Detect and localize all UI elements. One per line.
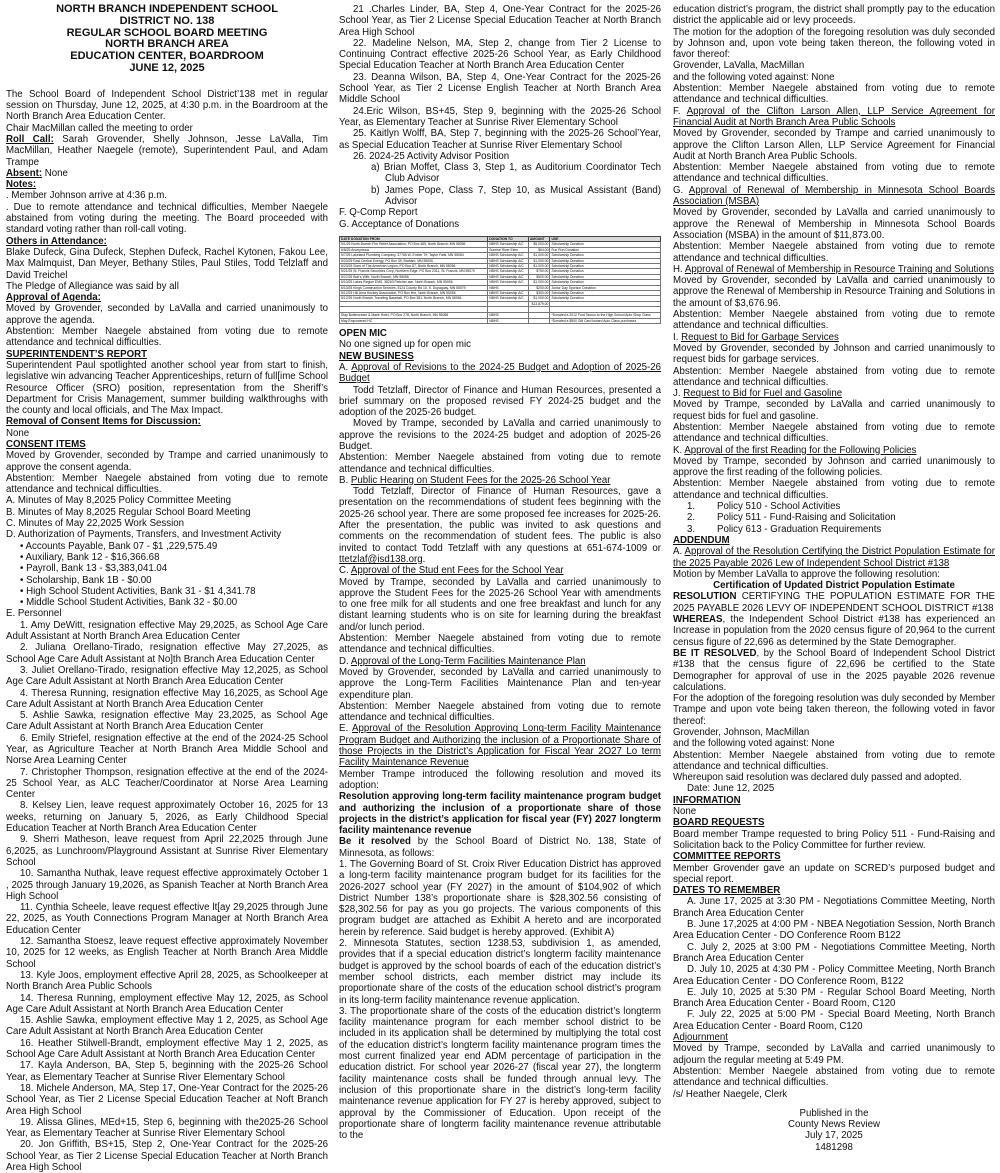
f-prefix: F. <box>673 105 687 117</box>
table-cell: NBHS Scholarship A/C <box>488 269 529 274</box>
table-cell: NBHS Scholarship A/C <box>488 291 529 296</box>
i-motion: Moved by Grovender, seconded by Johnson and carried unanimously to request bids for garbage services. <box>673 342 995 366</box>
g-prefix: G. <box>673 184 689 196</box>
i-title: Request to Bid for Garbage Services <box>681 331 839 343</box>
table-cell: $1,000.00 <box>528 280 550 285</box>
addendum-a-title: Approval of the Resolution Certifying the District Population Estimate for the 2025 Payable 2026 Lew of Independent School District #138 <box>673 546 995 569</box>
column-3 <box>673 4 995 1153</box>
table-cell: 5/8/25 Anonymous <box>340 247 488 252</box>
open-mic-label: OPEN MIC <box>339 328 387 340</box>
col-header: DATE DONATION FROM <box>340 236 488 241</box>
nb-c-heading <box>339 565 661 576</box>
payment-item: • High School Student Activities, Bank 31 - $1 4,341.78 <box>20 585 256 597</box>
roll-call-text: Sarah Grovender, Shelly Johnson, Jesse LaValla, Tim MacMillan, Heather Naegele (remote), Superintendent Paul, and Adam Trampe <box>6 133 328 168</box>
nb-a-abstain: Abstention: Member Naegele abstained from voting due to remote attendance and technical difficulties. <box>339 452 661 475</box>
agenda-abstain: Abstention: Member Naegele abstained from voting due to remote attendance and technical difficulties. <box>6 326 328 349</box>
header-line-2: DISTRICT NO. 138 <box>119 14 215 27</box>
date-item: C. July 2, 2025 at 3:00 PM - Negotiations Committee Meeting, North Branch Area Education Center <box>673 941 995 964</box>
j-title: Request to Bid for Fuel and Gasoline <box>683 388 843 400</box>
policy-number: 1. <box>687 501 696 513</box>
table-cell: 5/20/25 Sons of The American Legion, PO Box 87, North Branch, MN 55056 <box>340 263 488 268</box>
notes-label: Notes: <box>6 179 37 191</box>
table-cell: Scholarship Donation <box>550 291 661 296</box>
nb-b-text <box>339 486 661 565</box>
open-mic-text: No one signed up for open mic <box>339 339 471 351</box>
personnel-item: 17. Kayla Anderson, BA, Step 5, beginning with the 2025-26 School Year, as Elementary Teacher at Sunrise River Elementary School <box>6 1060 328 1083</box>
date-item: A. June 17, 2025 at 3:30 PM - Negotiations Committee Meeting, North Branch Area Education Center <box>673 896 995 919</box>
be-it-resolved-label: Be it resolved <box>339 836 411 848</box>
absent-text: None <box>42 167 68 179</box>
date-item: B. June 17,2025 at 4:00 PM - NBEA Negotiation Session, North Branch Area Education Center - DO Conference Room B122 <box>673 919 995 942</box>
table-cell: Sunrise River Elem <box>488 247 529 252</box>
personnel-item: 25. Kaitlyn Wolff, BA, Step 7, beginning with the 2025-26 School’Year, as Special Education Teacher at Sunrise River Elementary School <box>339 128 661 151</box>
table-cell: *Donated a 2012 Ford Taurus to the High School Auto Shop Class <box>550 313 661 318</box>
table-cell: $13,879.00 <box>528 301 550 306</box>
table-cell: $300.00 <box>528 291 550 296</box>
header-line-3: REGULAR SCHOOL BOARD MEETING <box>66 26 268 39</box>
table-cell: NBHS <box>488 318 529 323</box>
personnel-item: 26. 2024-25 Activity Advisor Position <box>353 150 510 162</box>
policy-item <box>673 501 995 512</box>
table-cell: Fun Run Donation <box>550 247 661 252</box>
personnel-item: 24.Eric Wilson, BS+45, Step 9, beginning with the 2025-26 School Year, as Elementary Teacher at Sunrise River Elementary School <box>339 105 661 128</box>
consent-motion: Moved by Grovender, seconded by Trampe and carried unanimously to approve the consent agenda. <box>6 450 328 473</box>
k-prefix: K. <box>673 444 685 456</box>
addendum-a-prefix: A. <box>673 546 685 558</box>
addendum-whereupon: Whereupon said resolution was declared duly passed and adopted. <box>673 772 962 784</box>
agenda-label: Approval of Agenda: <box>6 292 101 304</box>
personnel-item: 9. Sherri Matheson, leave request from April 22,2025 through June 6,2025, as Lunchroom/Playground Assistant at Sunrise River Elementary School <box>6 834 328 868</box>
personnel-item: 12. Samantha Stoesz, leave request effective approximately November 10, 2025 for 12 weeks, as English Teacher at North Branch Area Middle School <box>6 936 328 970</box>
publication-name: County News Review <box>787 1119 881 1131</box>
personnel-item: 15. Ashlie Sawka, employment effective May 1 2, 2025, as School Age Care Adult Assistant at North Branch Area Education Center <box>6 1015 328 1038</box>
consent-label: CONSENT ITEMS <box>6 438 86 450</box>
table-cell <box>528 318 550 323</box>
table-cell: 5/7/25 Lakeland Plumbing Company, 37766 W. Ember Trl, Taylor Falls, MN 55084 <box>340 253 488 258</box>
intro-paragraph: The School Board of Independent School District’138 met in regular session on Thursday, June 12, 2025, at 4:30 p.m. in the Boardroom at the North Branch Area Education Center. <box>6 88 328 123</box>
personnel-item: 8. Kelsey Lien, leave request approximately October 16, 2025 for 13 weeks, returning on January 5, 2026, as Early Childhood Special Education Teacher at North Branch Area Education Center <box>6 800 328 835</box>
j-prefix: J. <box>673 388 684 400</box>
removal-label: Removal of Consent Items for Discussion: <box>6 416 201 428</box>
date-item: F. July 22, 2025 at 5:00 PM - Special Board Meeting, North Branch Area Education Center - Board Room, C120 <box>673 1009 995 1032</box>
j-motion: Moved by Trampe, seconded by LaValla and carried unanimously to request bids for fuel and gasoline. <box>673 399 995 422</box>
table-cell: NBHS <box>488 285 529 290</box>
addendum-against: and the following voted against: None <box>673 738 835 750</box>
be-it-resolved-text: by the School Board of District No. 138, State of Minnesota, as follows: <box>339 836 661 859</box>
nb-a-title: Approval of Revisions to the 2024-25 Budget and Adoption of 2025-26 Budget <box>339 361 661 385</box>
payment-item: • Accounts Payable, Bank 07 - $1 ,229,575.49 <box>20 540 218 552</box>
nb-c-motion: Moved by Trampe, seconded by LaValla and carried unanimously to approve the Student Fees for the 2025-26 School Year with amendments to one free milk for all students and one free breakfast and lunch for any distant learning students who is on site for learning during the breakfast and/or lunch period. <box>339 576 661 633</box>
personnel-item: 13. Kyle Joos, employment effective April 28, 2025, as Schoolkeeper at North Branch Area Public Schools <box>6 969 328 993</box>
chair-line: Chair MacMillan called the meeting to order <box>6 122 193 134</box>
h-abstain: Abstention: Member Naegele abstained from voting due to remote attendance and technical difficulties. <box>673 309 995 332</box>
table-note-row <box>340 318 661 323</box>
header-line-4: NORTH BRANCH AREA <box>105 38 229 51</box>
personnel-item: 4. Theresa Running, resignation effective May 16,2025, as School Age Care Adult Assistant at North Branch Area Education Center <box>6 687 328 710</box>
advisor-item: b) James Pope, Class 7, Step 10, as Musical Assistant (Band) Advisor <box>371 184 661 208</box>
resolved-label: BE IT RESOLVED <box>673 647 757 659</box>
personnel-item: 2. Juliana Orellano-Tirado, resignation effective May 27,2025, as School Age Care Adult Assistant at No]th Branch Area Education Center <box>6 642 328 665</box>
col-header: USE <box>550 236 661 241</box>
personnel-item: 19. Alissa Glines, MEd+15, Step 6, beginning with the2025-26 School Year, as Elementary Teacher at Sunrise River Elementary School <box>6 1116 328 1140</box>
g-title: Approval of Renewal of Membership in Minnesota School Boards Association (MSBA) <box>673 184 995 208</box>
table-cell: $750.00 <box>528 269 550 274</box>
nb-c-title: Approval of the Stud ent Fees for the School Year <box>350 565 564 577</box>
adjournment-label: Adjournment <box>673 1032 728 1044</box>
table-cell: $1,000.00 <box>528 258 550 263</box>
nb-d-title: Approval of the Long-Term Facilities Maintenance Plan <box>350 655 586 667</box>
nb-b-heading <box>339 475 661 486</box>
table-cell: 5/20/25 East Central Energy, PO Box 39, Braham, MN 55006 <box>340 258 488 263</box>
g-abstain: Abstention: Member Naegele abstained from voting due to remote attendance and technical difficulties. <box>673 241 995 264</box>
table-cell: $5,000.00 <box>528 242 550 247</box>
k-heading <box>673 445 995 456</box>
publication-date: July 17, 2025 <box>805 1130 863 1142</box>
others-label: Others in Attendance: <box>6 235 107 247</box>
personnel-item: 7. Christopher Thompson, resignation effective at the end of the 2024-25 School Year, as ALC Teacher/Coordinator at Norse Area Learning Center <box>6 766 328 801</box>
payment-item: • Auxiliary, Bank 12 - $16,366.68 <box>20 551 160 563</box>
acceptance-of-donations: G. Acceptance of Donations <box>339 218 460 230</box>
i-heading <box>673 332 995 343</box>
table-cell: Scholarship Donation <box>550 263 661 268</box>
nb-e-resolution-title: Resolution approving long-term facility maintenance program budget and authorizing the inclusion of a proportionate share of those projects in the district’s application for fiscal year (FY) 2027 longterm facility maintenance revenue <box>339 791 661 837</box>
col-header: DONATION TO <box>488 236 529 241</box>
f-motion: Moved by Grovender, seconded by Trampe and carried unanimously to approve the Clifton Larson Allen, LLP Service Agreement for Financial Audit at North Branch Area Public Schools. <box>673 128 995 162</box>
information-text: None <box>673 806 697 818</box>
addendum-abstain: Abstention: Member Naegele abstained from voting due to remote attendance and technical difficulties. <box>673 749 995 772</box>
table-cell: $200.00 <box>528 285 550 290</box>
table-cell: $1,000.00 <box>528 253 550 258</box>
adjournment-motion: Moved by Trampe, seconded by LaValla and carried unanimously to adjourn the regular meeting at 5:49 PM. <box>673 1043 995 1066</box>
note-2: . Due to remote attendance and technical difficulties, Member Naegele abstained from voting during the meeting. The Board proceeded with standard voting rather than roll-call voting. <box>6 201 328 236</box>
resolution-body: CERTIFYING THE POPULATION ESTIMATE FOR THE 2025 PAYABLE 2026 LEVY OF INDEPENDENT SCHOOL DISTRICT #138 <box>673 591 995 614</box>
consent-b: B. Minutes of May 8,2025 Regular School Board Meeting <box>6 506 251 518</box>
e-abstain: Abstention: Member Naegele abstained from voting due to remote attendance and technical difficulties. <box>673 83 995 106</box>
table-cell: 6/10/25 Kings Construction Services, 5124 County Rd 10, S. Dupaguay, MN 55079 <box>340 285 488 290</box>
table-cell: Scholarship Donation <box>550 296 661 301</box>
absent <box>6 168 328 179</box>
whereas-label: WHEREAS <box>673 614 723 626</box>
resolution-label: RESOLUTION <box>673 591 737 603</box>
payment-item: • Middle School Student Activities, Bank 32 - $0.00 <box>20 597 238 609</box>
contact-email-link[interactable]: ttetzlaf@isd138.org <box>339 553 423 565</box>
nb-e-resolved <box>339 836 661 859</box>
whereas-text <box>673 614 995 648</box>
policy-title: Policy 511 - Fund-Raising and Solicitation <box>717 512 896 524</box>
nb-d-heading <box>339 656 661 667</box>
table-cell: Stay Buttercream & Marie Hotel, PO Box 278, North Branch, MN 55056 <box>340 313 488 318</box>
table-cell: Scholarship Donation <box>550 242 661 247</box>
col-header: AMOUNT <box>528 236 550 241</box>
policy-item <box>673 512 995 523</box>
nb-a-text: Todd Tetzlaff, Director of Finance and Human Resources, presented a brief summary on the proposed revised FY 2024-25 budget and the adoption of the 2025-26 budget. <box>339 384 661 419</box>
table-cell: NBHS Scholarship A/C <box>488 280 529 285</box>
advisor-item: a) Brian Moffet, Class 3, Step 1, as Auditorium Coordinator Tech Club Advisor <box>371 162 661 185</box>
policy-number: 3. <box>687 523 696 535</box>
nb-b-end: . <box>422 553 426 565</box>
personnel-item: 16. Heather Stilwell-Brandt, employment effective May 1 2, 2025, as School Age Care Adult Assistant at North Branch Area Education Center <box>6 1037 328 1061</box>
dates-label: DATES TO REMEMBER <box>673 885 781 897</box>
table-cell: Scholarship Donation <box>550 269 661 274</box>
nb-e-title: Approval of the Resolution Approving Long-term Facility Maintenance Program Budget and Authorizing the inclusion of a Proportionate Share of those Projects in the District’s Application for Fiscal Year 2O27 Lo term Facility Maintenance Revenue <box>339 723 662 769</box>
consent-e: E. Personnel <box>6 608 62 620</box>
donations-body <box>340 242 661 324</box>
consent-a: A. Minutes of May 8,2025 Policy Committee Meeting <box>6 495 232 507</box>
h-title: Approval of Renewal of Membership in Resource Training and Solutions <box>684 263 994 275</box>
personnel-item: 20. Jon Griffith, BS+15, Step 2, One-Year Contract for the 2025-26 School Year, as Tier 2 License Special Education Teacher at North Branch Area High School <box>6 1139 328 1173</box>
table-cell: May Empowered HC <box>340 318 488 323</box>
k-abstain: Abstention: Member Naegele abstained from voting due to remote attendance and technical difficulties. <box>673 478 995 501</box>
table-cell: $64.00 <box>528 247 550 252</box>
personnel-item: 6. Emily Striefel, resignation effective at the end of the 2024-25 School Year, as Agriculture Teacher at North Branch Area Middle School and Norse Area Learning Center <box>6 732 328 767</box>
committee-reports-text: Member Grovender gave an update on SCRED’s purposed budget and special report. <box>673 862 995 885</box>
resolution-text <box>673 591 995 614</box>
table-cell: NBHS Scholarship A/C <box>488 296 529 301</box>
whereas-body: , the Independent School District #138 has experienced an Increase in population from the 2020 census figure of 20,964 to the current census figure of 22,696 as determined by the State Demographer. <box>673 614 995 648</box>
policy-item <box>673 524 995 535</box>
f-heading <box>673 106 995 129</box>
date-item: D. July 10, 2025 at 4:30 PM - Policy Committee Meeting, North Branch Area Education Center - DO Conference Room, B122 <box>673 964 995 987</box>
table-cell: NBHS Scholarship A/C <box>488 253 529 258</box>
table-cell: NBHS Scholarship A/C <box>488 274 529 279</box>
header-line-6: JUNE 12, 2025 <box>129 61 205 74</box>
e-motion: The motion for the adoption of the foregoing resolution was duly seconded by Johnson and, upon vote being taken thereon, the following voted in favor thereof: <box>673 26 995 61</box>
j-abstain: Abstention: Member Naegele abstained from voting due to remote attendance and technical difficulties. <box>673 421 995 445</box>
supt-text: Superintendent Paul spotlighted another school year from start to finish, legislative win advancing Teacher Apprenticeships, return of full[ime School Resource Officer (SRO) position, representation from the Sheriff’s Department for Crisis Management, summer building walkthroughs with the county and local officials, and The Max Impact. <box>6 359 328 417</box>
personnel-item: 22. Madeline Nelson, MA, Step 2, change from Tier 2 License to Continuing Contract effective 2025-26 School Year, as Early Childhood Special Education Teacher at North Branch Area Education Center <box>339 37 661 72</box>
table-cell: NBHS Scholarship A/C <box>488 263 529 268</box>
removal-text: None <box>6 427 30 439</box>
h-prefix: H. <box>673 263 685 275</box>
nb-e-point-2: 2. Minnesota Statutes, section 1238.53, subdivision 1, as amended, provides that if a special education district’s longterm facility maintenance budget is approved by the school boards of each of the education district’s member school districts, each member district may include its proportionate share of the costs of the education school district’s program in its long-term facility maintenance revenue application. <box>339 938 661 1006</box>
adjournment-abstain: Abstention: Member Naegele abstained from voting due to remote attendance and technical difficulties. <box>673 1065 995 1089</box>
e-against: and the following voted against: None <box>673 71 835 83</box>
publication-id: 1481298 <box>815 1141 853 1153</box>
nb-c-abstain: Abstention: Member Naegele abstained from voting due to remote attendance and technical difficulties. <box>339 633 661 656</box>
resolved-text <box>673 648 995 693</box>
q-comp-report: F. Q-Comp Report <box>339 207 418 219</box>
nb-e-point-1: 1. The Governing Board of St. Croix River Education District has approved a long-term facility maintenance program budget for its facilities for the 2026-2027 school year (FY 2027) in the amount of $104,902 of which District Number 138’s proportionate share is $28,302.56 consisting of $28,302.56 for pay as you go projects. The various components of this program budget are attached as Exhibit A hereto and are incorporated herein by reference. Said budget is hereby approved. (Exhibit A) <box>339 858 661 938</box>
personnel-item: 5. Ashlie Sawka, resignation effective May 23,2025, as School Age Care Adult Assistant at North Branch Area Education Center <box>6 710 328 733</box>
policy-number: 2. <box>687 512 696 524</box>
publication-info <box>673 1108 995 1153</box>
clerk-signature: /s/ Heather Naegele, Clerk <box>673 1088 788 1100</box>
table-cell: 5/12/25 Hill Area Hockey Association, PO Box Hrn, North Branch, MN 55056 <box>340 291 488 296</box>
personnel-item: 18. Michele Anderson, MA, Step 17, One-Year Contract for the 2025-26 School Year, as Tier 2 License Special Education Teacher at Noft Branch Area High School <box>6 1082 328 1117</box>
col3-continuation: education district’s program, the district shall promptly pay to the education district the applicable aid or levy proceeds. <box>673 4 995 27</box>
nb-e-point-3: 3. The proportionate share of the costs of the education district’s longterm facility maintenance program for each member school district to be included in its application shall be determined by multiplying the total cost of the education district’s longterm facility maintenance program times the most current finalized year end ADM percentage of participation in the education district. For school year 2026-27 (fiscal year 27), the longterm facility maintenance costs shall be funded through annual levy. The inclusion of this proportionate share in the district’s long-term facility maintenance revenue application for FY 27 is hereby approved, subject to approval by the Commissioner of Education. Upon receipt of the proportionate share of longterm facility maintenance revenue attributable to the <box>339 1005 661 1142</box>
table-cell: NBHS <box>488 313 529 318</box>
table-cell: 5/12/25 North Branch Traveling Baseball, PO Box 381, North Branch, MN 55056 <box>340 296 488 301</box>
agenda-motion: Moved by Grovender, seconded by LaValla and carried unanimously to approve the agenda. <box>6 303 328 326</box>
addendum-a-heading <box>673 546 995 569</box>
payment-item: • Payroll, Bank 13 - $3,383,041.04 <box>20 563 168 575</box>
notice-header <box>6 4 328 75</box>
addendum-adopt: For the adoption of the foregoing resolution was duly seconded by Member Trampe and upon vote being taken thereon, the following voted in favor thereof: <box>673 693 995 727</box>
h-motion: Moved by Grovender, seconded by LaValla and carried unanimously to approve the Renewal of Membership in Resource Training and Solutions in the amount of $3,676.96. <box>673 275 995 309</box>
date-item: E. July 10, 2025 at 5:30 PM - Regular School Board Meeting, North Branch Area Education Center - Board Room, C120 <box>673 986 995 1010</box>
table-cell: $500.00 <box>528 274 550 279</box>
addendum-label: ADDENDUM <box>673 534 730 546</box>
table-cell: $1,000.00 <box>528 296 550 301</box>
information-label: INFORMATION <box>673 794 741 806</box>
nb-a-heading <box>339 362 661 385</box>
f-title: Approval of the Clifton Larson Allen, LLP Service Agreement for Financial Audit at North Branch Area Public Schools <box>673 105 995 128</box>
f-abstain: Abstention: Member Naegele abstained from voting due to remote attendance and technical difficulties. <box>673 162 995 185</box>
nb-e-heading <box>339 723 661 768</box>
nb-d-prefix: D. <box>339 655 351 667</box>
consent-c: C. Minutes of May 22,2025 Work Session <box>6 518 185 530</box>
table-cell: 5/21/25 St. Francis Securities Corp, Northern Edge, PO Box 2311, St. Francis, MN 55070 <box>340 269 488 274</box>
table-cell: Junior Day Sponsor Donation <box>550 285 661 290</box>
column-1 <box>6 4 328 1173</box>
e-favor: Grovender, LaValla, MacMillan <box>673 60 805 72</box>
absent-label: Absent: <box>6 167 43 179</box>
table-cell: 6/10/25 Lakes Region EMS, 38263 Fletcher ave, North Branch, MN 55056 <box>340 280 488 285</box>
header-line-5: EDUCATION CENTER, BOARDROOM <box>70 50 264 63</box>
g-heading <box>673 185 995 208</box>
personnel-item: 3. Juliet Orellano-Tirado, resignation effective May 12,2025, as School Age Care Adult Assistant at North Branch Area Education Center <box>6 664 328 688</box>
published-in: Published in the <box>799 1107 869 1119</box>
nb-b-title: Public Hearing on Student Fees for the 2025-26 School Year <box>350 474 611 486</box>
committee-reports-label: COMMITTEE REPORTS <box>673 851 781 863</box>
table-cell: Scholarship Donation <box>550 280 661 285</box>
certification-title: Certification of Updated District Population Estimate <box>713 580 955 592</box>
g-motion: Moved by Grovender, seconded by LaValla and carried unanimously to approve the Renewal of Membership in Minnesota School Boards Association (MSBA) in the amount of $11,873.00. <box>673 207 995 241</box>
payment-item: • Scholarship, Bank 1B - $0.00 <box>20 574 152 586</box>
nb-b-body: Todd Tetzlaff, Director of Finance of Human Resources, gave a presentation on the recommendations of student fees beginning with the 2025-26 school year. There are some proposed fee increases for 2025-26. After the presentation, the public was invited to ask questions and comments on the recommendation of student fees. The public is also invited to contact Todd Tetzlaff with any questions at 651-674-1009 or <box>339 486 661 554</box>
personnel-item: 10. Samantha Nuthak, leave request effective approximately October 1 , 2025 through January 19,2026, as Spanish Teacher at North Branch Area High School <box>6 868 328 902</box>
i-abstain: Abstention: Member Naegele abstained from voting due to remote attendance and technical difficulties. <box>673 365 995 388</box>
nb-e-prefix: E. <box>339 723 352 735</box>
board-requests-text: Board member Trampe requested to bring Policy 511 - Fund-Raising and Solicitation back to the Policy Committee for further review. <box>673 828 995 851</box>
personnel-item: 11. Cynthia Scheele, leave request effective lt[ay 29,2025 through June 22, 2025, as Youth Connections Program Manager at North Branch Area Education Center <box>6 902 328 936</box>
addendum-favor: Grovender, Johnson, MacMillan <box>673 727 810 738</box>
personnel-item: 21 .Charles Linder, BA, Step 4, One-Year Contract for the 2025-26 School Year, as Tier 2 License Special Education Teacher at North Branch Area High School <box>339 4 661 38</box>
board-requests-label: BOARD REQUESTS <box>673 817 765 829</box>
column-2 <box>339 4 661 1141</box>
table-cell: Scholarship Donation <box>550 274 661 279</box>
h-heading <box>673 264 995 275</box>
table-cell: 5/27/25 Bob's Wife, North Branch, MN 55056 <box>340 274 488 279</box>
table-cell: NBHS Scholarship A/C <box>488 258 529 263</box>
resolved-body: , by the School Board of Independent School District #138 that the census figure of 22,696 be certified to the State Demographer for approval of use in the 2025 payable 2026 revenue calculations. <box>673 647 995 693</box>
j-heading <box>673 388 995 399</box>
others-text: Blake Dufeck, Gina Dufeck, Stephen Dufeck, Rachel Kytonen, Fakou Lee, Max Malmquist, Dan Meyer, Bethany Stiles, Paul Stiles, Todd Telzlaff and David Treichel <box>6 246 328 281</box>
nb-c-prefix: C. <box>339 565 351 577</box>
table-cell: Scholarship Donation <box>550 253 661 258</box>
addendum-date: Date: June 12, 2025 <box>687 783 775 795</box>
policy-title: Policy 613 - Graduation Requirements <box>717 523 882 535</box>
table-cell: $1,000.00 <box>528 263 550 268</box>
personnel-item: 23. Deanna Wilson, BA, Step 4, One-Year Contract for the 2025-26 School Year, as Tier 2 License English Teacher at North Branch Area Middle School <box>339 71 661 106</box>
nb-d-motion: Moved by Grovender, seconded by LaValla and carried unanimously to approve the Long-Term Facilities Maintenance Plan and ten-year expenditure plan. <box>339 666 661 701</box>
personnel-item: 14. Theresa Running, employment effective May 12, 2025, as School Age Care Adult Assistant at North Branch Area Education Center <box>6 992 328 1015</box>
nb-a-motion: Moved by Trampe, seconded by LaValla and carried unanimously to approve the revisions to the 2024-25 budget and adoption of 2025-26 Budget. <box>339 418 661 452</box>
new-business-label: NEW BUSINESS <box>339 350 414 362</box>
table-cell: Scholarship Donation <box>550 258 661 263</box>
consent-d: D. Authorization of Payments, Transfers, and Investment Activity <box>6 529 282 541</box>
table-cell: 5/1/25 North Branch Fire Relief Association, PO Box 465, North Branch, MN 55056 <box>340 242 488 247</box>
nb-e-intro: Member Trampe introduced the following resolution and moved its adoption: <box>339 768 661 791</box>
roll-call-label: Roll Call: <box>6 133 54 145</box>
note-1: . Member Johnson arrive at 4:36 p.m. <box>6 190 167 202</box>
personnel-item: 1. Amy DeWitt, resignation effective May 29,2025, as School Age Care Adult Assistant at North Branch Area Education Center <box>6 619 328 643</box>
roll-call <box>6 134 328 168</box>
pledge: The Pledge of Allegiance was said by all <box>6 280 179 292</box>
donations-table <box>339 236 661 324</box>
i-prefix: I. <box>673 331 682 343</box>
consent-abstain: Abstention: Member Naegele abstained from voting due to remote attendance and technical difficulties. <box>6 472 328 496</box>
nb-a-prefix: A. <box>339 361 352 373</box>
k-title: Approval of the first Reading for the Following Policies <box>684 444 917 456</box>
table-cell: *Donated a $500 Gift Card toward Auto Class purchases <box>550 318 661 323</box>
header-line-1: NORTH BRANCH INDEPENDENT SCHOOL <box>56 3 278 15</box>
nb-b-prefix: B. <box>339 474 351 486</box>
policy-title: Policy 510 - School Activities <box>717 501 841 513</box>
k-motion: Moved by Trampe, seconded by Johnson and carried unanimously to approve the first reading of the following policies. <box>673 455 995 479</box>
table-cell: NBHS Scholarship A/C <box>488 242 529 247</box>
supt-label: SUPERINTENDENT’S REPORT <box>6 348 148 360</box>
nb-d-abstain: Abstention: Member Naegele abstained from voting due to remote attendance and technical difficulties. <box>339 700 661 724</box>
addendum-motion-intro: Motion by Member LaValla to approve the following resolution: <box>673 568 940 580</box>
